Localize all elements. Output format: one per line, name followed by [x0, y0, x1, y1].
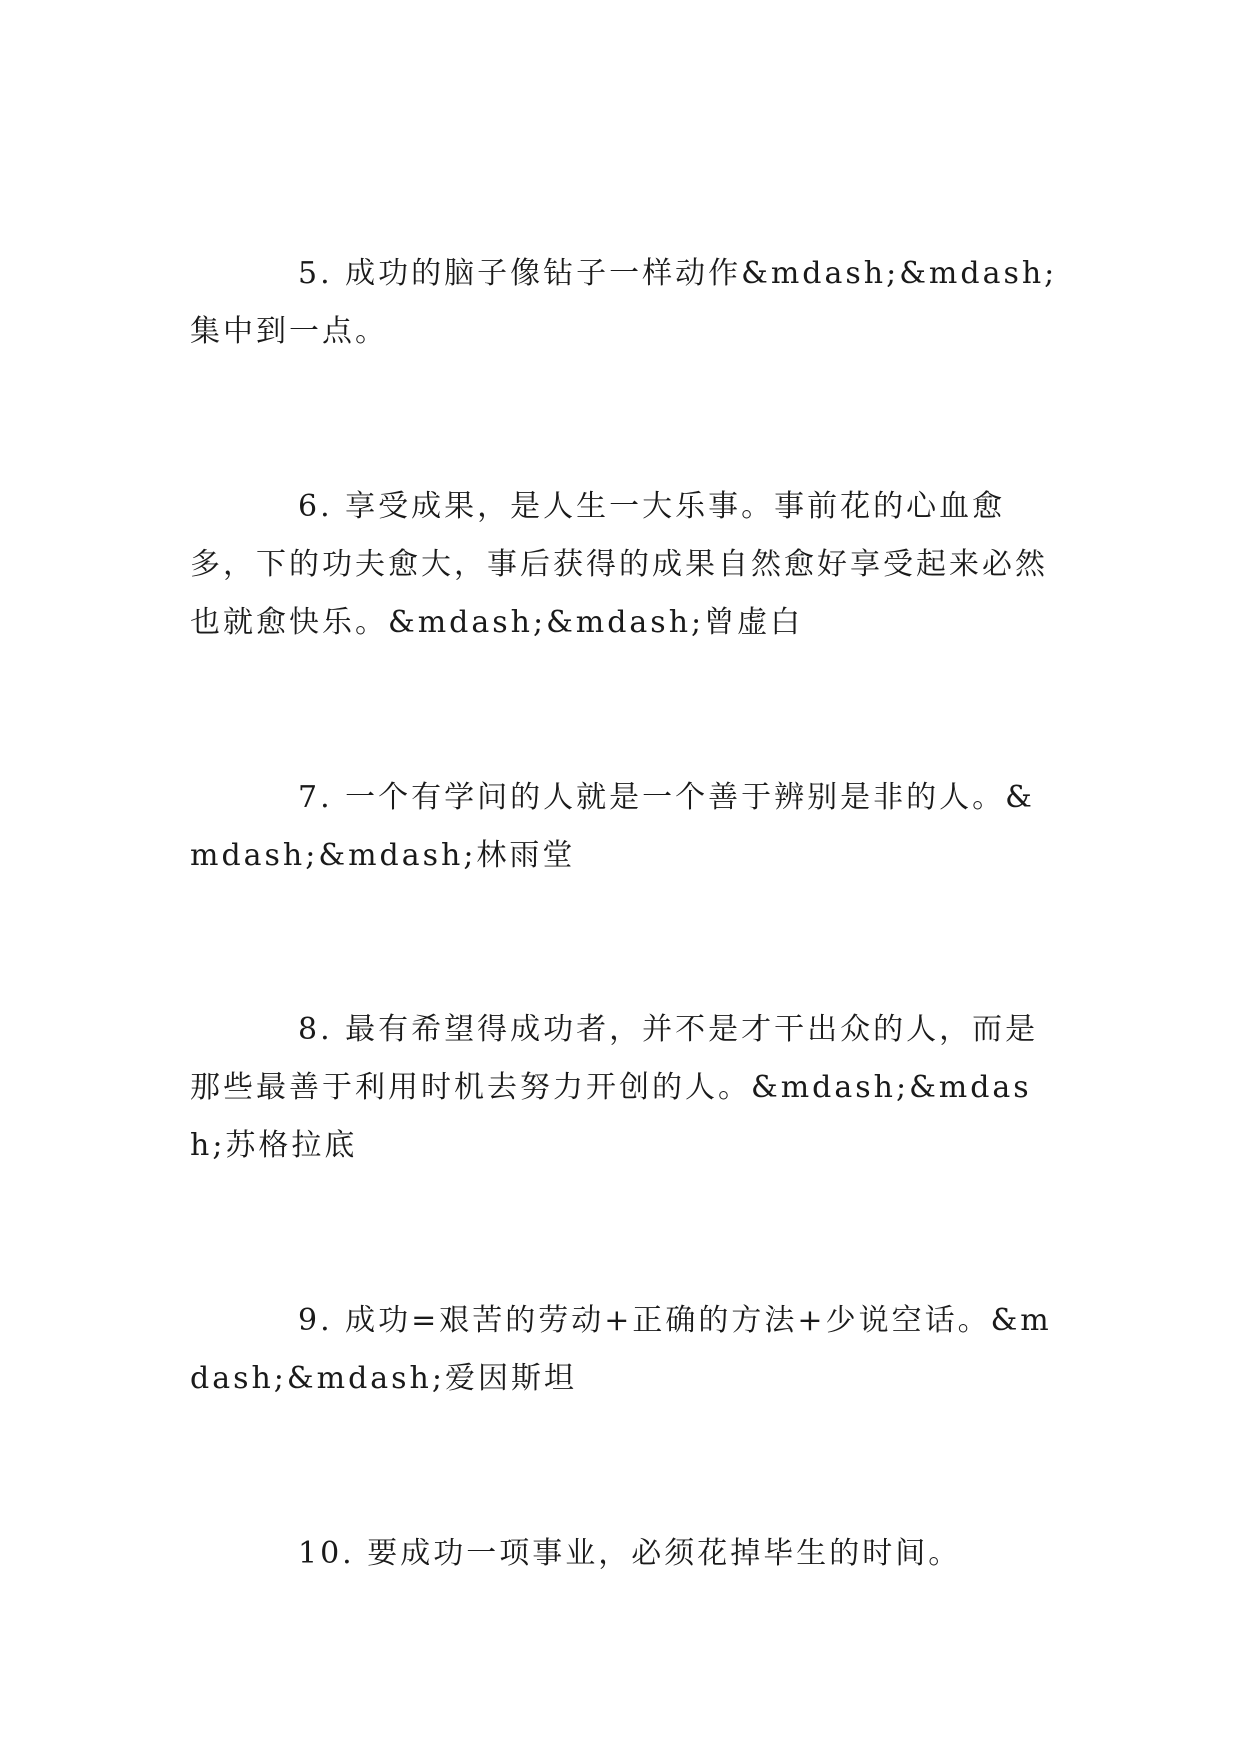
quote-paragraph-10: 10. 要成功一项事业，必须花掉毕生的时间。 — [298, 1536, 962, 1571]
quote-paragraph-9: 9. 成功=艰苦的劳动+正确的方法+少说空话。&mdash;&mdash;爱因斯坦 — [190, 1303, 1052, 1396]
quote-paragraph-7: 7. 一个有学问的人就是一个善于辨别是非的人。&mdash;&mdash;林雨堂 — [190, 780, 1035, 873]
quote-paragraph-6: 6. 享受成果，是人生一大乐事。事前花的心血愈多，下的功夫愈大，事后获得的成果自然愈好享受起来必然也就愈快乐。&mdash;&mdash;曾虚白 — [190, 489, 1048, 640]
quote-paragraph-8: 8. 最有希望得成功者，并不是才干出众的人，而是那些最善于利用时机去努力开创的人。&mdash;&mdash;苏格拉底 — [190, 1012, 1039, 1163]
quote-paragraph-5: 5. 成功的脑子像钻子一样动作&mdash;&mdash;集中到一点。 — [190, 256, 1058, 349]
